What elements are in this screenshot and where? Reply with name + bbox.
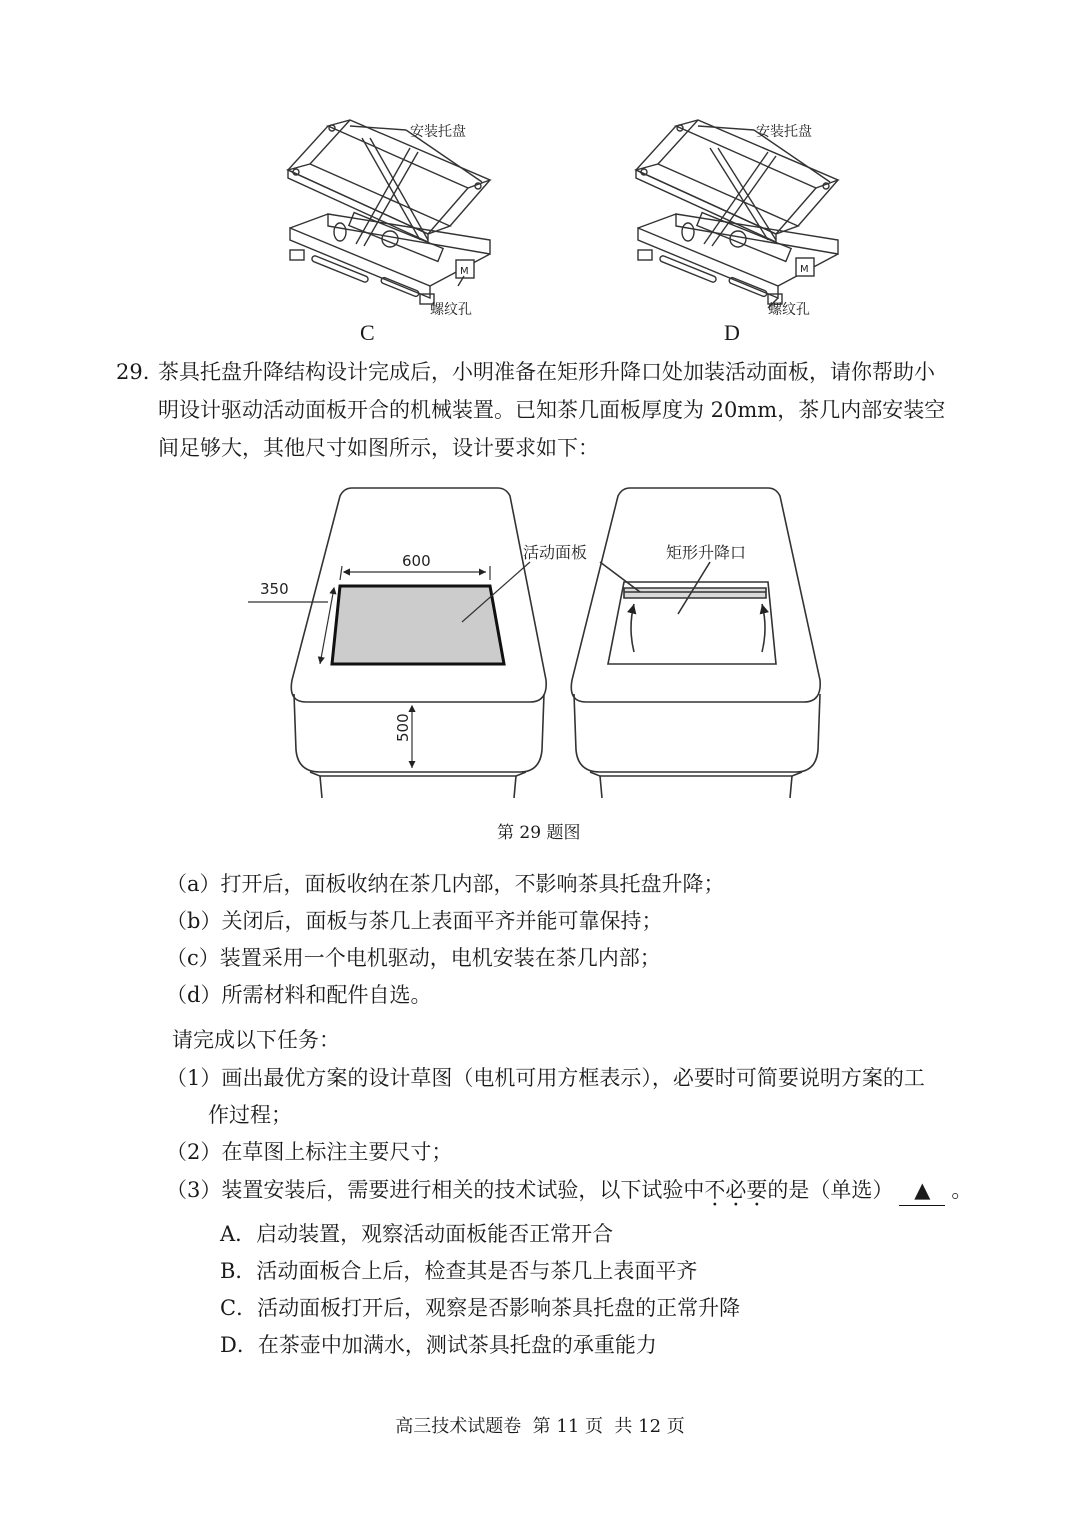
dim-depth: 350 xyxy=(260,580,289,598)
label-opening: 矩形升降口 xyxy=(666,543,747,562)
label-tray-d: 安装托盘 xyxy=(756,124,812,140)
label-hole-d: 螺纹孔 xyxy=(768,302,810,318)
task-2: （2）在草图上标注主要尺寸； xyxy=(166,1140,453,1164)
label-hole-c: 螺纹孔 xyxy=(430,302,472,318)
requirement-b: （b）关闭后，面板与茶几上表面平齐并能可靠保持； xyxy=(166,909,663,933)
figure-29-drawing xyxy=(240,480,840,810)
label-panel: 活动面板 xyxy=(523,543,588,562)
figure-c-drawing xyxy=(270,108,520,323)
motor-label-c: M xyxy=(460,266,469,277)
dim-width: 600 xyxy=(402,552,431,570)
task-3 xyxy=(166,1175,972,1206)
question-line-2: 明设计驱动活动面板开合的机械装置。已知茶几面板厚度为 20mm，茶几内部安装空 xyxy=(158,398,946,422)
requirement-d: （d）所需材料和配件自选。 xyxy=(166,983,432,1007)
page-footer: 高三技术试题卷 第 11 页 共 12 页 xyxy=(395,1416,685,1437)
requirement-c: （c）装置采用一个电机驱动，电机安装在茶几内部； xyxy=(166,946,661,970)
task-3-emph-1: 不 xyxy=(704,1178,726,1202)
task-3-emph-2: 必 xyxy=(725,1178,747,1202)
answer-blank[interactable]: ▲ xyxy=(899,1175,945,1206)
figure-29-caption: 第 29 题图 xyxy=(497,823,581,843)
task-3-post: 的是（单选） xyxy=(767,1178,894,1202)
question-line-3: 间足够大，其他尺寸如图所示，设计要求如下： xyxy=(158,436,599,460)
option-b: B．活动面板合上后，检查其是否与茶几上表面平齐 xyxy=(220,1259,698,1283)
task-3-emph-3: 要 xyxy=(746,1178,768,1202)
figure-d-drawing xyxy=(618,108,868,323)
requirement-a: （a）打开后，面板收纳在茶几内部，不影响茶具托盘升降； xyxy=(166,872,725,896)
task-3-pre: （3）装置安装后，需要进行相关的技术试验，以下试验中 xyxy=(166,1178,705,1202)
figure-d-letter: D xyxy=(724,320,740,345)
question-number: 29. xyxy=(116,360,150,384)
question-line-1: 茶具托盘升降结构设计完成后，小明准备在矩形升降口处加装活动面板，请你帮助小 xyxy=(158,360,935,384)
task-3-end: 。 xyxy=(951,1178,973,1202)
task-1-line-2: 作过程； xyxy=(208,1103,292,1127)
task-1-line-1: （1）画出最优方案的设计草图（电机可用方框表示），必要时可简要说明方案的工 xyxy=(166,1066,925,1090)
dim-height: 500 xyxy=(394,713,412,742)
option-a: A．启动装置，观察活动面板能否正常开合 xyxy=(220,1222,614,1246)
figure-c-letter: C xyxy=(360,320,375,345)
tasks-intro: 请完成以下任务： xyxy=(172,1028,340,1052)
label-tray-c: 安装托盘 xyxy=(410,124,466,140)
motor-label-d: M xyxy=(800,264,809,275)
option-d: D．在茶壶中加满水，测试茶具托盘的承重能力 xyxy=(220,1333,657,1357)
option-c: C．活动面板打开后，观察是否影响茶具托盘的正常升降 xyxy=(220,1296,741,1320)
